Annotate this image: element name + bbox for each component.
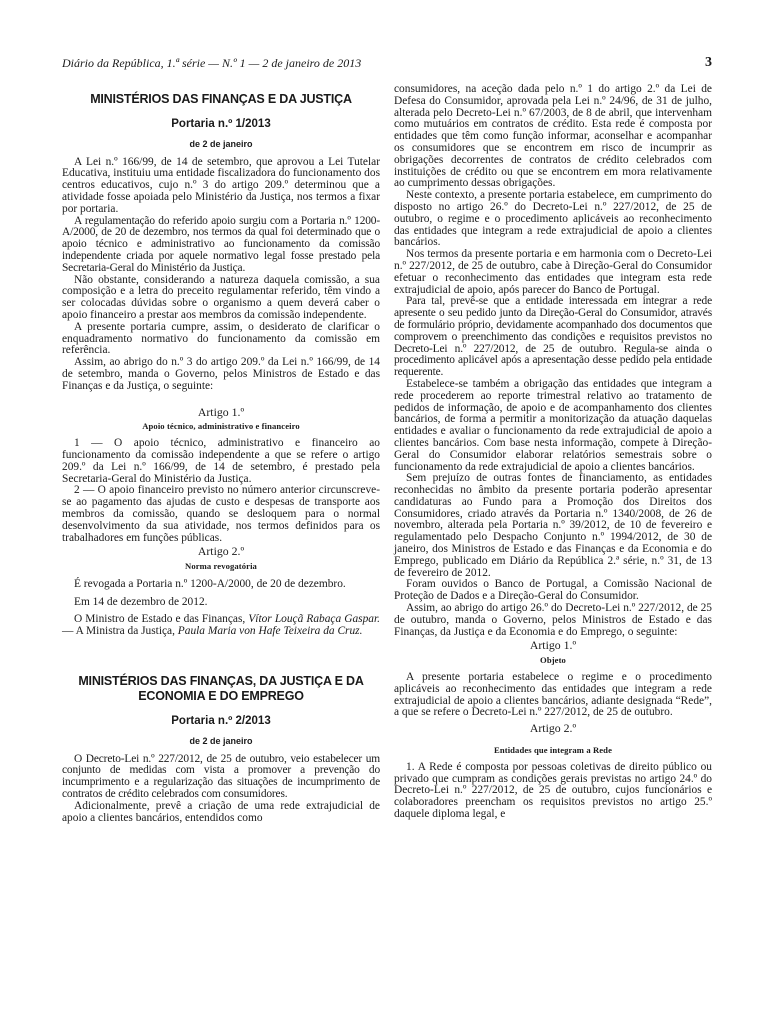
paragraph: Assim, ao abrigo do n.º 3 do artigo 209.º da Lei n.º 166/99, de 14 de setembro, manda o Governo, pelos Ministros de Estado e das Finanças e da Justiça, o seguinte: (62, 356, 380, 392)
signatures (62, 614, 380, 638)
article-2-subtitle: Entidades que integram a Rede (494, 745, 612, 756)
paragraph: Sem prejuízo de outras fontes de financiamento, as entidades reconhecidas no âmbito da presente portaria poderão apresentar candidaturas ao Fundo para a Promoção dos Direitos dos Consumidores, criado através da Portaria n.º 1340/2008, de 26 de novembro, alterada pela Portaria n.º 39/2012, de 10 de fevereiro e regulamentado pelo Despacho Conjunto n.º 1994/2012, de 30 de janeiro, dos Ministros de Estado e das Finanças e da Economia e do Emprego, publicado em Diário da República 2.ª série, n.º 31, de 13 de fevereiro de 2012. (394, 472, 712, 579)
paragraph: Estabelece-se também a obrigação das entidades que integram a rede procederem ao reporte trimestral relativo ao tratamento de pedidos de informação, de apoio e de acompanhamento dos clientes bancários, de forma a permitir a monitorização da atuação daquelas entidades e avaliar o funcionamento da rede extrajudicial de apoio a clientes bancários. Com base nesta informação, compete à Direção-Geral do Consumidor elaborar relatórios semestrais sobre o funcionamento da rede extrajudicial de apoio a clientes bancários. (394, 377, 712, 473)
portaria-1-title: Portaria n.º 1/2013 (171, 118, 271, 130)
paragraph: consumidores, na aceção dada pelo n.º 1 do artigo 2.º da Lei de Defesa do Consumidor, aprovada pela Lei n.º 24/96, de 31 de julho, alterada pelo Decreto-Lei n.º 67/2003, de 8 de abril, que intervenham como mutuários em contratos de crédito. Esta rede é composta por entidades que têm como função informar, aconselhar e acompanhar os consumidores que se encontrem em risco de incumprir as obrigações decorrentes de contratos de crédito celebrados com instituições de crédito ou que se encontrem em mora relativamente ao cumprimento dessas obrigações. (394, 83, 712, 190)
paragraph: Adicionalmente, prevê a criação de uma rede extrajudicial de apoio a clientes bancários, entendidos como (62, 799, 380, 824)
article-1-subtitle: Apoio técnico, administrativo e financeiro (142, 421, 300, 432)
page-number: 3 (705, 55, 712, 70)
ministry-heading-2: MINISTÉRIOS DAS FINANÇAS, DA JUSTIÇA E DA ECONOMIA E DO EMPREGO (78, 674, 364, 704)
article-1-subtitle: Objeto (540, 655, 566, 666)
paragraph: O Decreto-Lei n.º 227/2012, de 25 de outubro, veio estabelecer um conjunto de medidas com vista a promover a prevenção do incumprimento e a regularização das situações de incumprimento de contratos de crédito celebrados com consumidores. (62, 752, 380, 801)
paragraph: Nos termos da presente portaria e em harmonia com o Decreto-Lei n.º 227/2012, de 25 de outubro, cabe à Direção-Geral do Consumidor efetuar o reconhecimento das entidades que integram esta rede extrajudicial de apoio, após parecer do Banco de Portugal. (394, 248, 712, 296)
right-column (394, 84, 712, 821)
paragraph: 2 — O apoio financeiro previsto no número anterior circunscreve-se ao pagamento das ajudas de custo e despesas de transporte aos membros da comissão, quando se desloquem para o normal desenvolvimento da sua atividade, nos termos definidos para os trabalhadores em funções públicas. (62, 484, 380, 544)
paragraph: Neste contexto, a presente portaria estabelece, em cumprimento do disposto no artigo 26.º do Decreto-Lei n.º 227/2012, de 25 de outubro, o regime e o procedimento aplicáveis ao reconhecimento das entidades que integram a rede extrajudicial de apoio a clientes bancários. (394, 189, 712, 249)
portaria-2-date: de 2 de janeiro (189, 735, 253, 746)
signatory-name: Vítor Louçã Rabaça Gaspar. (248, 613, 380, 626)
article-2-title: Artigo 2.º (529, 721, 577, 736)
paragraph: 1. A Rede é composta por pessoas coletivas de direito público ou privado que cumpram as condições gerais previstas no artigo 24.º do Decreto-Lei n.º 227/2012, de 25 de outubro, cujos funcionários e colaboradores preencham os requisitos previstos no artigo 25.º daquele diploma legal, e (394, 760, 712, 821)
paragraph: 1 — O apoio técnico, administrativo e financeiro ao funcionamento da comissão independente a que se refere o artigo 209.º da Lei n.º 166/99, de 14 de setembro, é prestado pela Secretaria-Geral do Ministério da Justiça. (62, 437, 380, 485)
paragraph: É revogada a Portaria n.º 1200-A/2000, de 20 de dezembro. (74, 577, 346, 590)
journal-header-title: Diário da República, 1.ª série — N.º 1 — 2 de janeiro de 2013 (62, 56, 362, 70)
paragraph: A presente portaria cumpre, assim, o desiderato de clarificar o enquadramento normativo do funcionamento da comissão em referência. (62, 320, 380, 357)
article-1-title: Artigo 1.º (529, 638, 577, 653)
paragraph: Para tal, prevê-se que a entidade interessada em integrar a rede apresente o seu pedido junto da Direção-Geral do Consumidor, através de formulário próprio, devidamente acompanhado dos documentos que comprovem o preenchimento das condições e requisitos previstos no Decreto-Lei n.º 227/2012, de 25 de outubro. Regula-se ainda o procedimento aplicável após a apresentação desse pedido pela entidade requerente. (394, 295, 712, 379)
article-2-subtitle: Norma revogatória (185, 561, 257, 572)
paragraph: A regulamentação do referido apoio surgiu com a Portaria n.º 1200-A/2000, de 20 de dezembro, nos termos da qual foi determinado que o apoio técnico e administrativo ao funcionamento da comissão independente criada por aquele normativo legal fosse prestado pela Secretaria-Geral do Ministério da Justiça. (62, 214, 380, 274)
signature-middle: — A Ministra da Justiça, (62, 625, 178, 638)
ministry-heading-1: MINISTÉRIOS DAS FINANÇAS E DA JUSTIÇA (90, 92, 352, 106)
paragraph: Assim, ao abrigo do artigo 26.º do Decreto-Lei n.º 227/2012, de 25 de outubro, manda o Governo, pelos Ministros de Estado e das Finanças, da Justiça e da Economia e do Emprego, o seguinte: (394, 602, 712, 638)
portaria-1-date: de 2 de janeiro (189, 138, 253, 149)
paragraph: A presente portaria estabelece o regime e o procedimento aplicáveis ao reconhecimento das entidades que integram a rede extrajudicial de apoio a clientes bancários, adiante designada “Rede”, a que se refere o Decreto-Lei n.º 227/2012, de 25 de outubro. (394, 671, 712, 719)
article-1-title: Artigo 1.º (197, 404, 245, 419)
signature-prefix: O Ministro de Estado e das Finanças, (74, 613, 249, 626)
paragraph: A Lei n.º 166/99, de 14 de setembro, que aprovou a Lei Tutelar Educativa, instituiu uma entidade fiscalizadora do funcionamento dos centros educativos, cujo n.º 3 do artigo 209.º determinou que a atividade fosse apoiada pelo Ministério da Justiça, nos termos a fixar por portaria. (62, 155, 380, 215)
paragraph: Foram ouvidos o Banco de Portugal, a Comissão Nacional de Proteção de Dados e a Direção-Geral do Consumidor. (394, 578, 712, 603)
article-2-title: Artigo 2.º (197, 544, 245, 559)
portaria-2-title: Portaria n.º 2/2013 (171, 715, 271, 728)
signatory-name: Paula Maria von Hafe Teixeira da Cruz. (177, 625, 363, 638)
paragraph: Não obstante, considerando a natureza daquela comissão, a sua composição e a letra do preceito regulamentar referido, têm vindo a ser colocadas dúvidas sobre o organismo a quem deverá caber o apoio financeiro a prestar aos membros da comissão independente. (62, 273, 380, 321)
left-column (62, 84, 380, 824)
page-header (62, 56, 712, 74)
signing-date: Em 14 de dezembro de 2012. (74, 595, 208, 608)
